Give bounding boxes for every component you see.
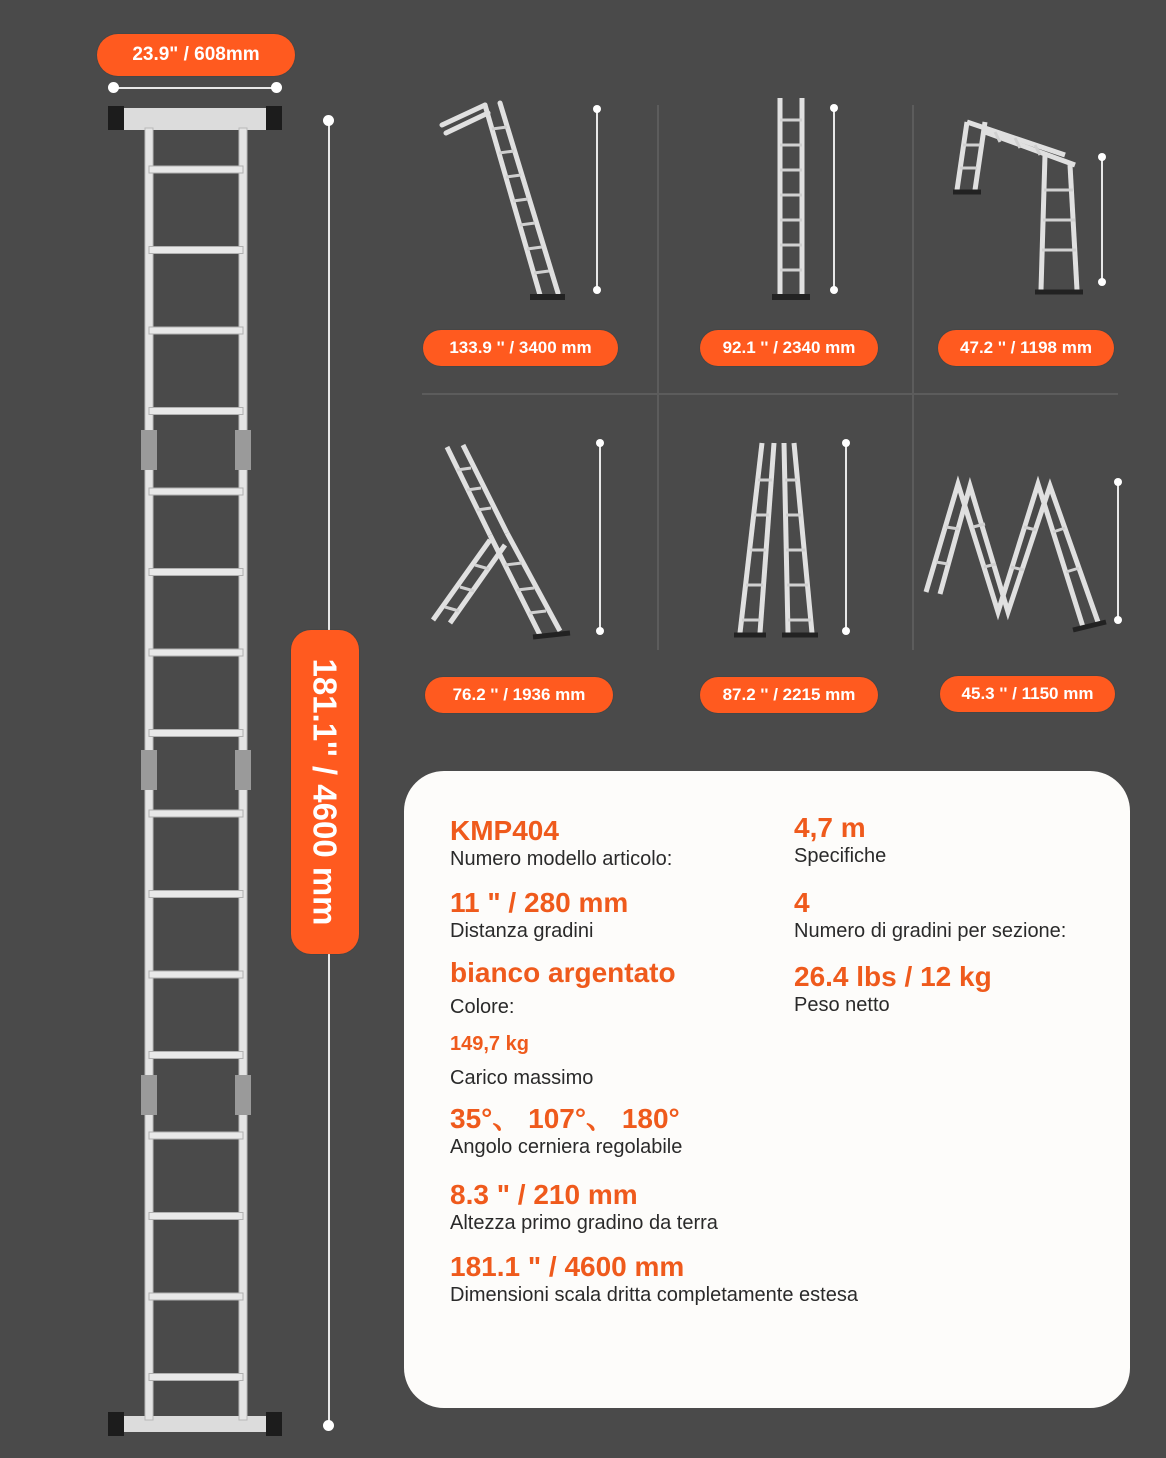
height-label: 181.1'' / 4600 mm [307, 658, 345, 926]
spec-label: Numero di gradini per sezione: [794, 920, 1067, 942]
config-label-inclined [423, 330, 618, 366]
spec-extended-length [450, 1251, 858, 1307]
ladder-rung [149, 1374, 243, 1381]
spec-value: 8.3 " / 210 mm [450, 1179, 638, 1210]
spec-rung-distance [450, 887, 628, 943]
ladder-rung [149, 810, 243, 817]
config-label-text: 45.3 '' / 1150 mm [961, 684, 1094, 703]
ladder-rung [149, 1132, 243, 1139]
grid-divider [422, 393, 1118, 395]
spec-label: Peso netto [794, 994, 890, 1016]
spec-label: Specifiche [794, 845, 887, 867]
ladder-rung [149, 166, 243, 173]
spec-value: 4,7 m [794, 812, 866, 843]
ladder-rung [149, 1213, 243, 1220]
config-label-m-shape [940, 676, 1115, 712]
ladder-rung [149, 649, 243, 656]
spec-net-weight [794, 961, 992, 1017]
grid-divider [657, 105, 659, 650]
spec-value: 35°、 107°、 180° [450, 1103, 680, 1134]
height-label-badge [291, 630, 359, 954]
width-label-badge [97, 34, 295, 76]
straight-ladder-icon [760, 90, 860, 310]
width-dimension-line [113, 87, 276, 89]
spec-label: Numero modello articolo: [450, 848, 673, 870]
grid-divider [912, 105, 914, 650]
spec-specifications [794, 812, 886, 868]
ladder-rung [149, 891, 243, 898]
spec-label: Altezza primo gradino da terra [450, 1212, 718, 1234]
height-dimension-dot-bottom [323, 1420, 334, 1431]
scaffold-ladder-icon [945, 110, 1115, 305]
ladder-rung [149, 1293, 243, 1300]
config-label-90-degree [425, 677, 613, 713]
spec-value: 181.1 " / 4600 mm [450, 1251, 685, 1282]
width-label: 23.9" / 608mm [132, 44, 260, 65]
spec-label: Distanza gradini [450, 920, 594, 942]
straight-ladder-illustration [100, 100, 290, 1445]
spec-color [450, 957, 676, 1019]
spec-value: bianco argentato [450, 957, 676, 988]
90-degree-ladder-icon [425, 435, 615, 645]
config-label-text: 87.2 '' / 2215 mm [722, 685, 856, 704]
spec-value: 149,7 kg [450, 1033, 529, 1055]
spec-value: 4 [794, 887, 810, 918]
ladder-rung [149, 408, 243, 415]
width-dimension-dot-left [108, 82, 119, 93]
spec-value: 26.4 lbs / 12 kg [794, 961, 992, 992]
spec-value: KMP404 [450, 815, 559, 846]
spec-label: Carico massimo [450, 1067, 594, 1089]
height-dimension-dot-top [323, 115, 334, 126]
config-label-text: 76.2 '' / 1936 mm [452, 685, 586, 704]
spec-model [450, 815, 672, 871]
spec-label: Colore: [450, 996, 515, 1018]
spec-label: Dimensioni scala dritta completamente estesa [450, 1284, 858, 1306]
m-shape-ladder-icon [918, 472, 1128, 642]
config-label-text: 47.2 '' / 1198 mm [960, 338, 1092, 357]
config-label-text: 92.1 '' / 2340 mm [722, 338, 856, 357]
inclined-extension-ladder-icon [430, 95, 610, 310]
ladder-rung [149, 488, 243, 495]
spec-max-load [450, 1032, 593, 1090]
spec-value: 11 " / 280 mm [450, 887, 629, 918]
config-label-straight [700, 330, 878, 366]
spec-hinge-angle [450, 1103, 682, 1159]
spec-rungs-per-section [794, 887, 1066, 943]
config-label-text: 133.9 '' / 3400 mm [449, 338, 592, 357]
config-label-scaffold [938, 330, 1114, 366]
ladder-rung [149, 971, 243, 978]
ladder-rung [149, 247, 243, 254]
spec-first-rung-height [450, 1179, 718, 1235]
ladder-rung [149, 327, 243, 334]
a-frame-ladder-icon [730, 435, 860, 645]
config-label-a-frame [700, 677, 878, 713]
width-dimension-dot-right [271, 82, 282, 93]
ladder-rung [149, 569, 243, 576]
ladder-rung [149, 730, 243, 737]
ladder-rung [149, 1052, 243, 1059]
spec-label: Angolo cerniera regolabile [450, 1136, 683, 1158]
